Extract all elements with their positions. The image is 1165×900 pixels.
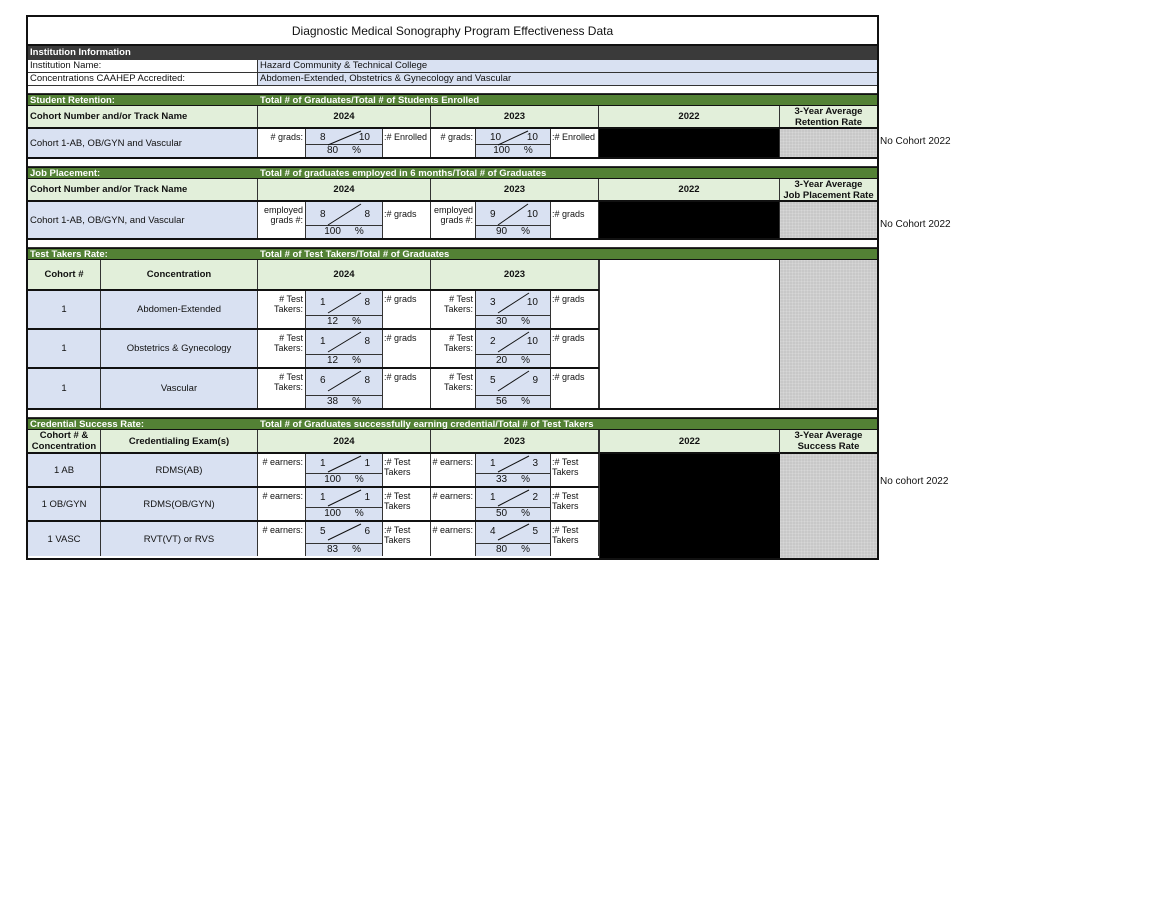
table-row xyxy=(28,488,599,522)
grads-label: # grads: xyxy=(258,129,306,157)
col-track-header: Cohort Number and/or Track Name xyxy=(28,106,258,127)
left-label: # Test Takers: xyxy=(431,369,476,408)
testtakers-table xyxy=(28,260,599,408)
placement-2023-cell xyxy=(431,202,599,238)
denominator[interactable]: 1 xyxy=(364,492,370,503)
left-label: # Test Takers: xyxy=(431,291,476,328)
placement-note: No Cohort 2022 xyxy=(880,219,951,230)
percent-symbol: % xyxy=(521,396,531,407)
avg-label-line1: 3-Year Average xyxy=(794,179,863,190)
placement-section-label: Job Placement: xyxy=(30,168,101,179)
cell-2024 xyxy=(258,330,431,367)
cell-2024 xyxy=(258,291,431,328)
percent-value: 100 xyxy=(324,474,341,485)
percent-value: 50 xyxy=(495,508,508,519)
cell-2023 xyxy=(431,522,599,556)
denominator[interactable]: 2 xyxy=(532,492,538,503)
grads-label: # grads: xyxy=(431,129,476,157)
credential-block xyxy=(28,430,877,558)
credential-section-label: Credential Success Rate: xyxy=(30,419,145,430)
numerator[interactable]: 8 xyxy=(320,132,326,143)
employed-label: employed grads #: xyxy=(431,202,476,238)
cohort-number: 1 xyxy=(28,291,101,328)
institution-name-label: Institution Name: xyxy=(28,60,258,72)
testtakers-2022-empty xyxy=(599,260,780,408)
spacer xyxy=(28,86,877,94)
track-name: Cohort 1-AB, OB/GYN and Vascular xyxy=(28,129,258,157)
cohort-concentration: 1 AB xyxy=(28,454,101,486)
left-label: # earners: xyxy=(431,454,476,486)
percent-symbol: % xyxy=(521,508,531,519)
denominator[interactable]: 6 xyxy=(364,526,370,537)
col-avg-header xyxy=(780,106,877,127)
denominator[interactable]: 10 xyxy=(526,132,538,143)
col-conc-header: Concentration xyxy=(101,260,258,289)
placement-section-bar xyxy=(28,167,877,179)
testtakers-block xyxy=(28,260,877,410)
numerator[interactable]: 3 xyxy=(490,297,496,308)
testtakers-header-row xyxy=(28,260,599,291)
percent-symbol: % xyxy=(521,474,531,485)
credentialing-exam: RVT(VT) or RVS xyxy=(101,522,258,556)
right-label: :# grads xyxy=(552,372,585,382)
credential-note: No cohort 2022 xyxy=(880,476,949,487)
cohort-number: 1 xyxy=(28,330,101,367)
percent-symbol: % xyxy=(521,544,531,555)
left-label: # earners: xyxy=(431,522,476,556)
percent-value: 100 xyxy=(324,226,341,237)
testtakers-rows xyxy=(28,291,599,408)
right-label: :# grads xyxy=(384,333,417,343)
credential-2022-col xyxy=(599,430,780,558)
page-title: Diagnostic Medical Sonography Program Effectiveness Data xyxy=(28,17,877,46)
spacer xyxy=(28,159,877,167)
grads-label: :# grads xyxy=(552,209,585,219)
cohort-number: 1 xyxy=(28,369,101,408)
percent-value: 80 xyxy=(495,544,508,555)
right-label: :# grads xyxy=(384,294,417,304)
numerator[interactable]: 1 xyxy=(320,458,326,469)
col-2024-header: 2024 xyxy=(258,179,431,200)
table-row xyxy=(28,454,599,488)
institution-info-header: Institution Information xyxy=(28,46,877,60)
cell-2024 xyxy=(258,522,431,556)
avg-label-line2: Success Rate xyxy=(797,441,860,452)
credential-section-bar xyxy=(28,418,877,430)
placement-2024-cell xyxy=(258,202,431,238)
testtakers-section-bar xyxy=(28,248,877,260)
right-label: :# Test Takers xyxy=(552,491,579,511)
numerator[interactable]: 5 xyxy=(320,526,326,537)
testtakers-section-label: Test Takers Rate: xyxy=(30,249,108,260)
percent-value: 100 xyxy=(324,508,341,519)
right-label: :# Test Takers xyxy=(384,457,411,477)
percent-symbol: % xyxy=(352,396,362,407)
col-avg-header xyxy=(780,430,877,454)
percent-symbol: % xyxy=(354,508,364,519)
left-label: # Test Takers: xyxy=(431,330,476,367)
avg-label-line2: Job Placement Rate xyxy=(783,189,874,200)
cell-2024 xyxy=(258,454,431,486)
cell-2024 xyxy=(258,488,431,520)
cohort-concentration: 1 OB/GYN xyxy=(28,488,101,520)
denominator[interactable]: 5 xyxy=(532,526,538,537)
left-label: # Test Takers: xyxy=(258,369,306,408)
table-row xyxy=(28,522,599,556)
concentration: Abdomen-Extended xyxy=(101,291,258,328)
credentialing-exam: RDMS(AB) xyxy=(101,454,258,486)
denominator[interactable]: 10 xyxy=(526,209,538,220)
left-label: # earners: xyxy=(258,488,306,520)
numerator[interactable]: 9 xyxy=(490,209,496,220)
credential-formula: Total # of Graduates successfully earning credential/Total # of Test Takers xyxy=(260,419,594,430)
col-2023-header: 2023 xyxy=(431,430,599,452)
denominator[interactable]: 10 xyxy=(526,336,538,347)
concentrations-value[interactable]: Abdomen-Extended, Obstetrics & Gynecology and Vascular xyxy=(258,73,877,85)
avg-label-line2: Retention Rate xyxy=(794,116,863,127)
program-effectiveness-sheet xyxy=(26,15,879,560)
cell-2023 xyxy=(431,488,599,520)
numerator[interactable]: 8 xyxy=(320,209,326,220)
percent-value: 83 xyxy=(326,544,339,555)
percent-value: 38 xyxy=(326,396,339,407)
numerator[interactable]: 2 xyxy=(490,336,496,347)
right-label: :# grads xyxy=(552,333,585,343)
right-label: :# grads xyxy=(552,294,585,304)
denominator[interactable]: 8 xyxy=(364,375,370,386)
col-2024-header: 2024 xyxy=(258,106,431,127)
placement-avg-cell xyxy=(780,202,877,238)
numerator[interactable]: 6 xyxy=(320,375,326,386)
concentrations-label: Concentrations CAAHEP Accredited: xyxy=(28,73,258,85)
numerator[interactable]: 1 xyxy=(490,492,496,503)
retention-header-row xyxy=(28,106,877,129)
spacer xyxy=(28,240,877,248)
col-2023-header: 2023 xyxy=(431,179,599,200)
testtakers-formula: Total # of Test Takers/Total # of Graduates xyxy=(260,249,450,260)
credential-header-row xyxy=(28,430,599,454)
col-2022-header: 2022 xyxy=(599,106,780,127)
track-name: Cohort 1-AB, OB/GYN, and Vascular xyxy=(28,202,258,238)
numerator[interactable]: 1 xyxy=(320,492,326,503)
credential-avg-cell xyxy=(780,454,877,558)
retention-row xyxy=(28,129,877,159)
cohort-concentration: 1 VASC xyxy=(28,522,101,556)
percent-value: 30 xyxy=(495,316,508,327)
avg-label-line1: 3-Year Average xyxy=(794,430,863,441)
col-cohort-header: Cohort # xyxy=(28,260,101,289)
percent-value: 56 xyxy=(495,396,508,407)
denominator[interactable]: 10 xyxy=(358,132,370,143)
cell-2023 xyxy=(431,369,599,408)
placement-row xyxy=(28,202,877,240)
cell-2023 xyxy=(431,291,599,328)
col-2023-header: 2023 xyxy=(431,106,599,127)
percent-symbol: % xyxy=(352,145,362,156)
enrolled-label: :# Enrolled xyxy=(384,132,428,142)
percent-symbol: % xyxy=(523,145,533,156)
cell-2023 xyxy=(431,454,599,486)
percent-value: 20 xyxy=(495,355,508,366)
retention-2022-cell-blocked xyxy=(599,129,780,157)
numerator[interactable]: 5 xyxy=(490,375,496,386)
enrolled-label: :# Enrolled xyxy=(552,132,596,142)
retention-note: No Cohort 2022 xyxy=(880,136,951,147)
col-exam-header: Credentialing Exam(s) xyxy=(101,430,258,452)
numerator[interactable]: 4 xyxy=(490,526,496,537)
table-row xyxy=(28,330,599,369)
col-2024-header: 2024 xyxy=(258,260,431,289)
retention-2024-cell xyxy=(258,129,431,157)
concentration: Vascular xyxy=(101,369,258,408)
percent-symbol: % xyxy=(354,226,364,237)
numerator[interactable]: 10 xyxy=(490,132,502,143)
placement-header-row xyxy=(28,179,877,202)
col-track-header: Cohort Number and/or Track Name xyxy=(28,179,258,200)
credential-table xyxy=(28,430,599,558)
denominator[interactable]: 8 xyxy=(364,209,370,220)
placement-formula: Total # of graduates employed in 6 months/Total # of Graduates xyxy=(260,168,547,179)
col-2024-header: 2024 xyxy=(258,430,431,452)
percent-symbol: % xyxy=(352,544,362,555)
institution-name-row xyxy=(28,60,877,73)
denominator[interactable]: 1 xyxy=(364,458,370,469)
credential-avg-col xyxy=(780,430,877,558)
denominator[interactable]: 9 xyxy=(532,375,538,386)
right-label: :# Test Takers xyxy=(384,525,411,545)
denominator[interactable]: 3 xyxy=(532,458,538,469)
right-label: :# Test Takers xyxy=(552,457,579,477)
col-cohort-conc-header: Cohort # & Concentration xyxy=(28,430,101,452)
percent-value: 80 xyxy=(326,145,339,156)
right-label: :# Test Takers xyxy=(552,525,579,545)
col-2022-header: 2022 xyxy=(599,179,780,200)
credential-rows xyxy=(28,454,599,556)
institution-name-value[interactable]: Hazard Community & Technical College xyxy=(258,60,877,72)
cell-2024 xyxy=(258,369,431,408)
percent-symbol: % xyxy=(354,474,364,485)
placement-2022-cell-blocked xyxy=(599,202,780,238)
percent-symbol: % xyxy=(352,355,362,366)
col-avg-header xyxy=(780,179,877,200)
percent-value: 90 xyxy=(495,226,508,237)
denominator[interactable]: 8 xyxy=(364,297,370,308)
left-label: # earners: xyxy=(258,522,306,556)
concentration: Obstetrics & Gynecology xyxy=(101,330,258,367)
testtakers-avg-cell xyxy=(780,260,877,408)
percent-symbol: % xyxy=(352,316,362,327)
col-2022-header: 2022 xyxy=(600,430,780,454)
percent-symbol: % xyxy=(521,355,531,366)
percent-value: 12 xyxy=(326,316,339,327)
right-label: :# Test Takers xyxy=(384,491,411,511)
credentialing-exam: RDMS(OB/GYN) xyxy=(101,488,258,520)
left-label: # earners: xyxy=(258,454,306,486)
grads-label: :# grads xyxy=(384,209,417,219)
percent-symbol: % xyxy=(521,226,531,237)
percent-symbol: % xyxy=(521,316,531,327)
denominator[interactable]: 10 xyxy=(526,297,538,308)
employed-label: employed grads #: xyxy=(258,202,306,238)
numerator[interactable]: 1 xyxy=(490,458,496,469)
concentrations-row xyxy=(28,73,877,86)
percent-value: 100 xyxy=(493,145,510,156)
cell-2023 xyxy=(431,330,599,367)
right-label: :# grads xyxy=(384,372,417,382)
left-label: # Test Takers: xyxy=(258,330,306,367)
numerator[interactable]: 1 xyxy=(320,297,326,308)
retention-formula: Total # of Graduates/Total # of Students Enrolled xyxy=(260,95,480,106)
col-2023-header: 2023 xyxy=(431,260,599,289)
credential-2022-cell-blocked xyxy=(600,454,780,558)
retention-section-bar xyxy=(28,94,877,106)
percent-value: 33 xyxy=(495,474,508,485)
table-row xyxy=(28,291,599,330)
left-label: # earners: xyxy=(431,488,476,520)
numerator[interactable]: 1 xyxy=(320,336,326,347)
retention-avg-cell xyxy=(780,129,877,157)
percent-value: 12 xyxy=(326,355,339,366)
avg-label-line1: 3-Year Average xyxy=(794,106,863,117)
left-label: # Test Takers: xyxy=(258,291,306,328)
table-row xyxy=(28,369,599,408)
retention-2023-cell xyxy=(431,129,599,157)
retention-section-label: Student Retention: xyxy=(30,95,115,106)
denominator[interactable]: 8 xyxy=(364,336,370,347)
spacer xyxy=(28,410,877,418)
